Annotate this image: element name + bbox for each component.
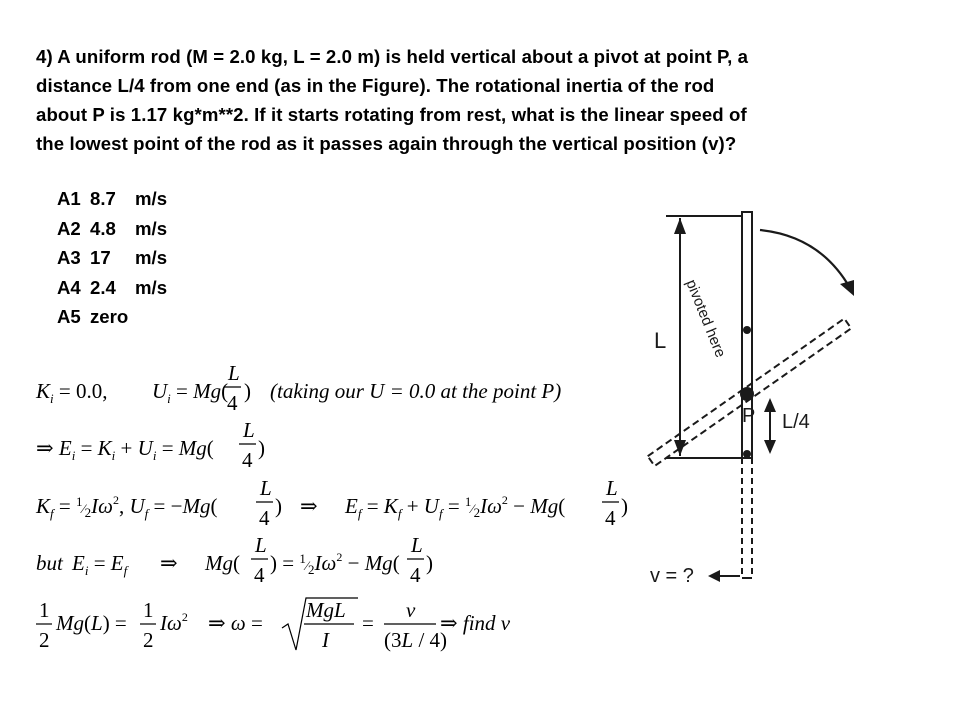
svg-text:2: 2 (39, 628, 50, 652)
answer-unit: m/s (135, 247, 168, 268)
svg-text:but (36, 551, 64, 575)
answer-unit: m/s (135, 217, 168, 239)
label-length: L (654, 328, 667, 353)
svg-text:MgL: MgL (306, 598, 346, 622)
svg-text:Iω2: $I\omega^2$ (160, 610, 188, 635)
rotation-arrow-icon (760, 230, 854, 296)
marker-dot-icon (743, 450, 751, 458)
equation-total-initial (36, 418, 265, 472)
svg-text:⇒ Ei = Ki + Ui = Mg(: ⇒ $E_i = K_i + U_i = Mg$( (36, 436, 214, 463)
answer-id: A2 (57, 217, 81, 239)
svg-text:Ui = Mg(: $U_i = Mg$( (152, 379, 229, 406)
answer-id: A5 (57, 306, 81, 327)
equation-initial-energy (35, 361, 561, 415)
svg-text:⇒: ⇒ (300, 494, 318, 518)
equation-conservation (36, 533, 433, 587)
equation-solve-omega (36, 598, 511, 652)
question-line: the lowest point of the rod as it passes again through the vertical position (v)? (36, 133, 737, 154)
svg-text:4: 4 (227, 391, 238, 415)
answer-unit: m/s (135, 276, 168, 298)
svg-text:): ) (258, 436, 265, 460)
label-quarter-length: L/4 (782, 411, 810, 433)
svg-text:L: L (243, 418, 255, 442)
answer-value: 8.7 (90, 188, 116, 209)
label-pivot-p: P (742, 405, 756, 427)
marker-dot-icon (743, 326, 751, 334)
svg-text:): ) (426, 551, 433, 575)
svg-text:4: 4 (605, 506, 616, 530)
equation-label-find: find v (462, 611, 511, 635)
svg-text:L: L (411, 533, 423, 557)
svg-text:) = 1⁄2Iω2 − Mg(: ) = $^1_⁄2I\omega^2 - Mg$( (270, 550, 400, 577)
answer-id: A3 (57, 247, 81, 268)
answer-value: 17 (90, 247, 111, 268)
svg-text:Ki = 0.0,: $K_i = 0.0$, (36, 379, 108, 406)
velocity-arrow (650, 565, 740, 587)
svg-text:4: 4 (242, 448, 253, 472)
rod-swing-path (742, 458, 752, 578)
answer-value: zero (90, 306, 129, 327)
equation-label-but: but (36, 551, 63, 575)
svg-text:⇒ ω =: ⇒ ω = (208, 611, 263, 635)
answer-id: A1 (57, 188, 81, 209)
svg-text:=: = (362, 611, 374, 635)
answer-id: A4 (57, 276, 81, 298)
rod-diagram (640, 200, 910, 592)
answer-value: 2.4 (90, 276, 116, 298)
equation-note: (taking our U = 0.0 at the point P) (270, 379, 562, 403)
svg-text:1: 1 (39, 598, 50, 622)
answer-unit: m/s (135, 188, 168, 209)
svg-text:(3L / 4): (3L / 4) (384, 628, 448, 652)
svg-text:1: 1 (143, 598, 154, 622)
svg-text:): ) (244, 379, 251, 403)
svg-text:Mg(L) =: Mg(L) = (56, 611, 127, 635)
label-velocity: v = ? (650, 565, 694, 587)
svg-text:4: 4 (259, 506, 270, 530)
equation-final-energy (35, 476, 628, 530)
svg-text:I: I (322, 628, 329, 652)
question-line: about P is 1.17 kg*m**2. If it starts rotating from rest, what is the linear speed of (36, 104, 747, 125)
svg-text:v: v (406, 598, 416, 622)
pivot-point-icon (740, 387, 754, 401)
svg-text:L: L (255, 533, 267, 557)
question-line: distance L/4 from one end (as in the Figure). The rotational inertia of the rod (36, 75, 715, 96)
svg-text:): ) (275, 494, 282, 518)
quarter-length-dimension (764, 398, 810, 454)
answer-value: 4.8 (90, 217, 116, 239)
svg-text:⇒ find v: ⇒ find v (440, 611, 511, 635)
svg-text:Ef = Kf + Uf = 1⁄2Iω2 − Mg(: $E_f = K_f + U_f = ^1_⁄2I\omega^2 - Mg$( (345, 493, 566, 521)
svg-text:4: 4 (254, 563, 265, 587)
svg-text:Mg(: Mg( (205, 551, 240, 575)
svg-text:L: L (606, 476, 618, 500)
svg-text:Kf = 1⁄2Iω2, Uf = −Mg(: $K_f = ^1_⁄2I\omega^2$, $U_f = -Mg$( (36, 493, 218, 521)
svg-text:⇒: ⇒ (160, 551, 178, 575)
question-line: 4) A uniform rod (M = 2.0 kg, L = 2.0 m) is held vertical about a pivot at point P, a (36, 46, 749, 67)
svg-text:): ) (621, 494, 628, 518)
svg-text:L: L (260, 476, 272, 500)
svg-text:2: 2 (143, 628, 154, 652)
svg-text:L: L (228, 361, 240, 385)
svg-text:Ei = Ef: $E_i = E_f$ (72, 551, 128, 578)
svg-text:4: 4 (410, 563, 421, 587)
label-pivoted-here: pivoted here (682, 277, 729, 361)
